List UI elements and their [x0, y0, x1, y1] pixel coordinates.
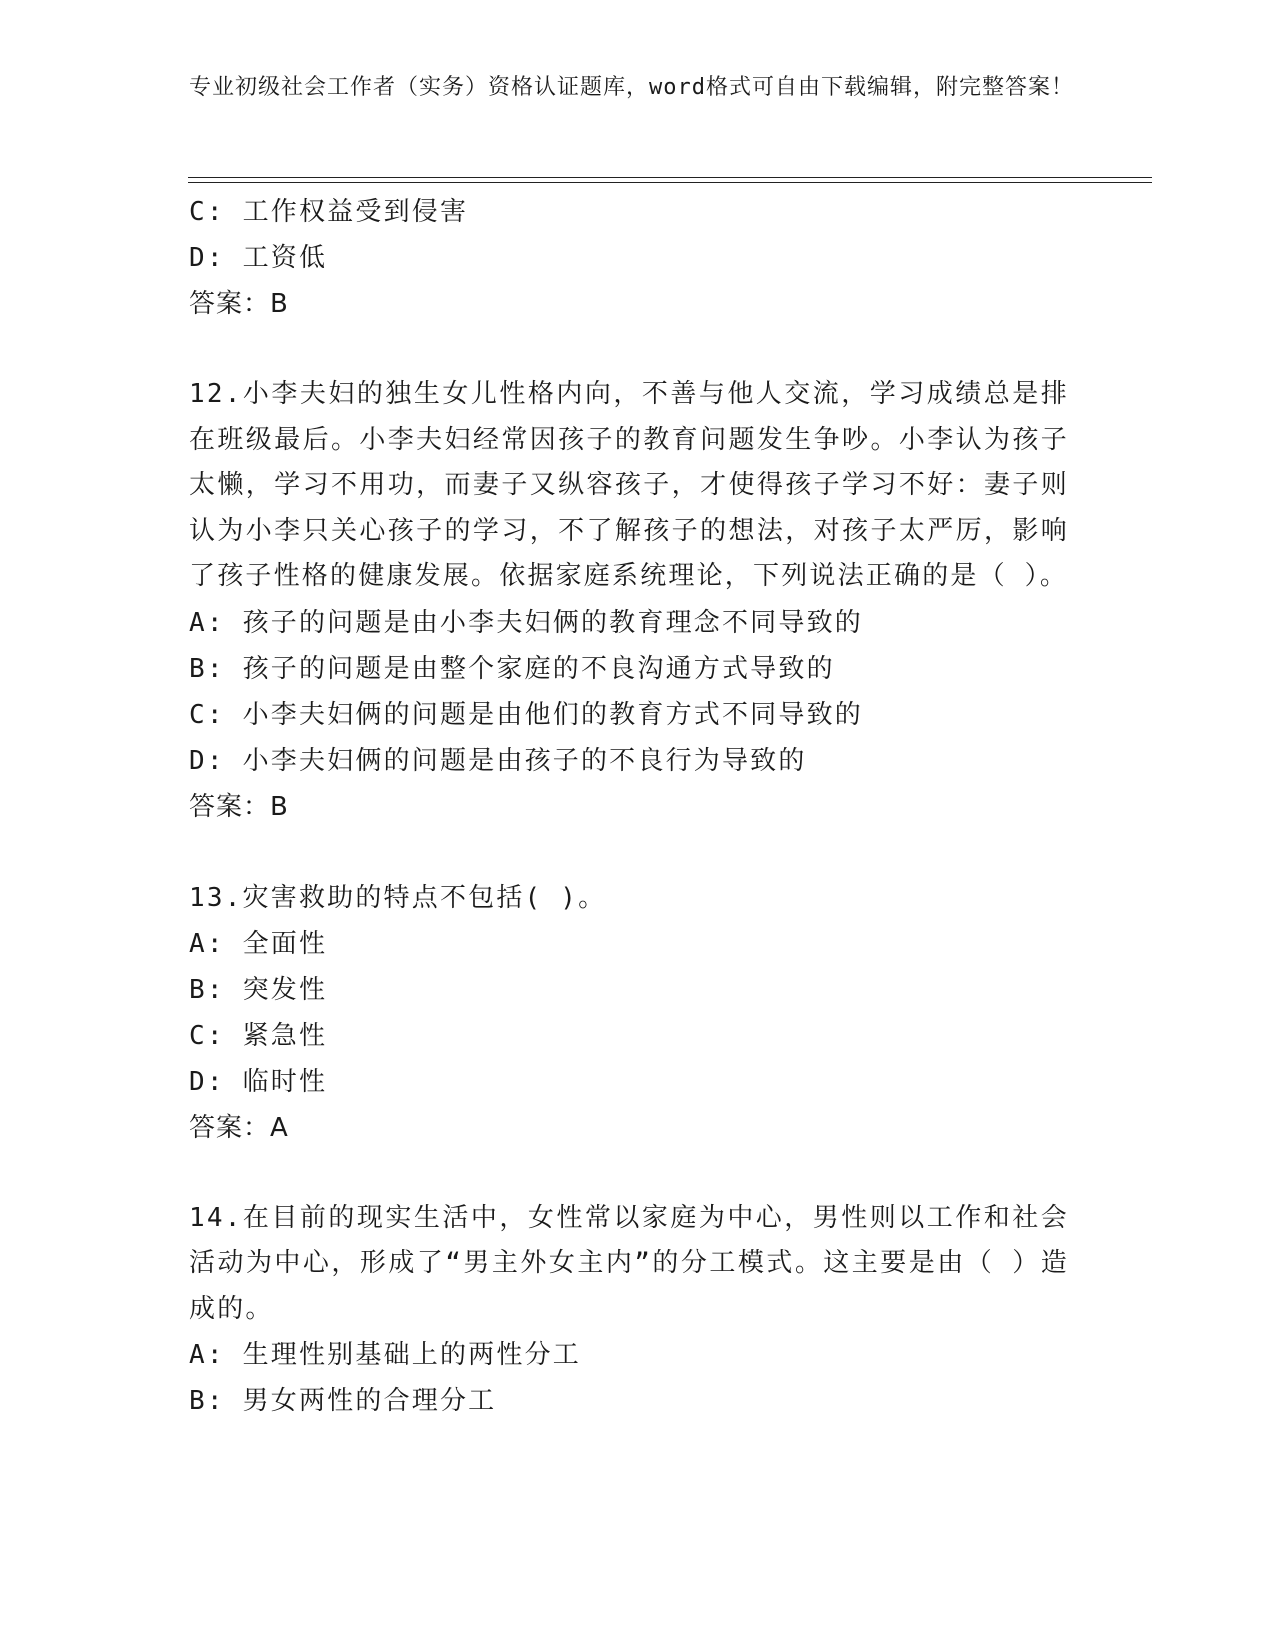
option-c: C: 小李夫妇俩的问题是由他们的教育方式不同导致的: [189, 699, 863, 730]
option-d: D: 小李夫妇俩的问题是由孩子的不良行为导致的: [189, 745, 807, 776]
header-divider-bottom: [188, 182, 1152, 183]
header-title: 专业初级社会工作者（实务）资格认证题库，word格式可自由下载编辑，附完整答案！: [189, 75, 1074, 100]
question-text: 12.小李夫妇的独生女儿性格内向，不善与他人交流，学习成绩总是排在班级最后。小李夫妇经常因孩子的教育问题发生争吵。小李认为孩子太懒，学习不用功，而妻子又纵容孩子，才使得孩子学习不好：妻子则认为小李只关心孩子的学习，不了解孩子的想法，对孩子太严厉，影响了孩子性格的健康发展。依据家庭系统理论，下列说法正确的是（ ）。: [189, 379, 1069, 591]
option-b: B: 突发性: [189, 974, 328, 1005]
question-12: [189, 372, 1079, 830]
question-prev: [189, 189, 1079, 327]
question-13: [189, 875, 1079, 1151]
question-list: [189, 189, 1079, 1424]
question-text: 14.在目前的现实生活中，女性常以家庭为中心，男性则以工作和社会活动为中心，形成了“男主外女主内”的分工模式。这主要是由（ ）造成的。: [189, 1202, 1069, 1324]
answer-line: 答案：B: [189, 289, 289, 319]
option-d: D: 工资低: [189, 243, 328, 273]
option-c: C: 工作权益受到侵害: [189, 197, 469, 227]
option-b: B: 男女两性的合理分工: [189, 1386, 497, 1416]
header-divider-top: [188, 177, 1152, 178]
option-a: A: 生理性别基础上的两性分工: [189, 1340, 581, 1370]
option-c: C: 紧急性: [189, 1020, 328, 1051]
option-a: A: 孩子的问题是由小李夫妇俩的教育理念不同导致的: [189, 607, 863, 638]
document-header: [189, 72, 1089, 104]
question-14: [189, 1196, 1079, 1425]
answer-line: 答案：A: [189, 1112, 289, 1143]
answer-line: 答案：B: [189, 791, 289, 822]
question-text: 13.灾害救助的特点不包括( )。: [189, 882, 607, 913]
option-d: D: 临时性: [189, 1066, 328, 1097]
option-b: B: 孩子的问题是由整个家庭的不良沟通方式导致的: [189, 653, 835, 684]
option-a: A: 全面性: [189, 928, 328, 959]
